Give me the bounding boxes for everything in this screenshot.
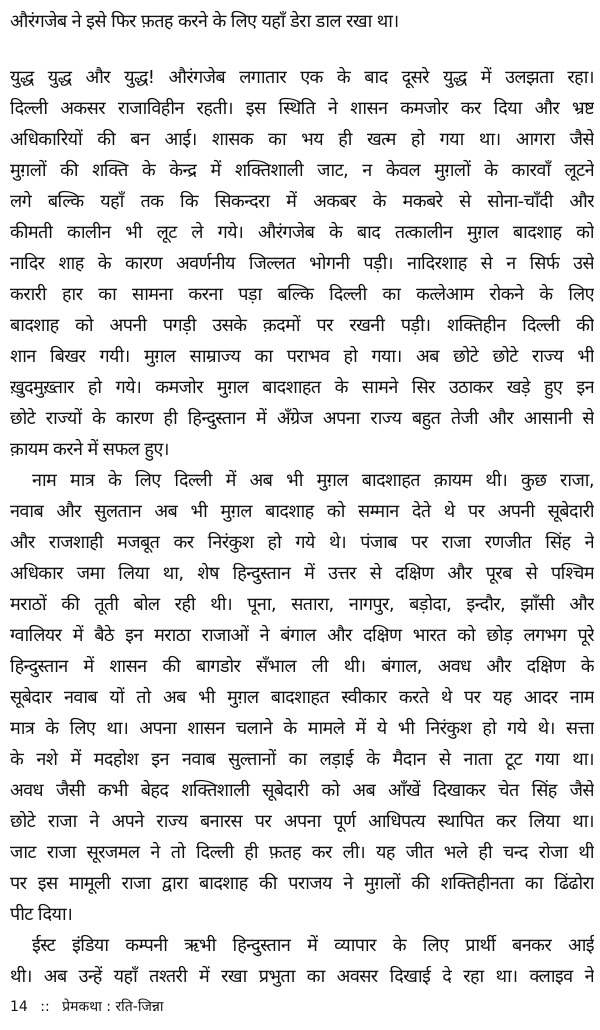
text-line: सूबेदार नवाब यों तो अब भी मुग़ल बादशाहत स्वीकार करते थे पर यह आदर नाम	[10, 687, 594, 708]
text-line: पीट दिया।	[10, 904, 73, 925]
text-line: लगे बल्कि यहाँ तक कि सिकन्दरा में अकबर के मकबरे से सोना-चाँदी और	[10, 191, 594, 212]
text-line: बादशाह को अपनी पगड़ी उसके क़दमों पर रखनी पड़ी। शक्तिहीन दिल्ली की	[10, 315, 594, 336]
text-line: के नशे में मदहोश इन नवाब सुल्तानों का लड़ाई के मैदान से नाता टूट गया था।	[10, 749, 594, 770]
footer-separator: ::	[40, 999, 50, 1015]
text-line: कीमती कालीन भी लूट ले गये। औरंगजेब के बाद तत्कालीन मुग़ल बादशाह को	[10, 222, 594, 243]
text-line: पर इस मामूली राजा द्वारा बादशाह की पराजय ने मुग़लों की शक्तिहीनता का ढिंढोरा	[10, 873, 594, 894]
text-line: करारी हार का सामना करना पड़ा बल्कि दिल्ली का कत्लेआम रोकने के लिए	[10, 284, 594, 305]
page-footer	[10, 994, 163, 1020]
text-line: ग्वालियर में बैठे इन मराठा राजाओं ने बंगाल और दक्षिण भारत को छोड़ लगभग पूरे	[10, 625, 594, 646]
text-line: क़ायम करने में सफल हुए।	[10, 439, 169, 460]
text-line: नाम मात्र के लिए दिल्ली में अब भी मुग़ल बादशाहत क़ायम थी। कुछ राजा,	[32, 470, 594, 491]
text-line: औरंगजेब ने इसे फिर फ़तह करने के लिए यहाँ डेरा डाल रखा था।	[10, 11, 399, 32]
book-title: प्रेमकथा : रति-जिन्ना	[62, 999, 164, 1015]
text-line: शान बिखर गयी। मुग़ल साम्राज्य का पराभव हो गया। अब छोटे छोटे राज्य भी	[10, 346, 594, 367]
text-line: ख़ुदमुख़्तार हो गये। कमजोर मुग़ल बादशाहत के सामने सिर उठाकर खड़े हुए इन	[10, 377, 594, 398]
text-line: मुग़लों की शक्ति के केन्द्र में शक्तिशाली जाट, न केवल मुग़लों के कारवाँ लूटने	[10, 160, 594, 181]
text-line: अवध जैसी कभी बेहद शक्तिशाली सूबेदारी को अब आँखें दिखाकर चेत सिंह जैसे	[10, 780, 594, 801]
text-line: अधिकार जमा लिया था, शेष हिन्दुस्तान में उत्तर से दक्षिण और पूरब से पश्चिम	[10, 563, 594, 584]
text-line: ईस्ट इंडिया कम्पनी ऋभी हिन्दुस्तान में व्यापार के लिए प्रार्थी बनकर आई	[32, 935, 594, 956]
text-line: मराठों की तूती बोल रही थी। पूना, सतारा, नागपुर, बड़ोदा, इन्दौर, झाँसी और	[10, 594, 594, 615]
text-line: मात्र के लिए था। अपना शासन चलाने के मामले में ये भी निरंकुश हो गये थे। सत्ता	[10, 718, 594, 739]
text-line: छोटे राजा ने अपने राज्य बनारस पर अपना पूर्ण आधिपत्य स्थापित कर लिया था।	[10, 811, 594, 832]
text-line: दिल्ली अकसर राजाविहीन रहती। इस स्थिति ने शासन कमजोर कर दिया और भ्रष्ट	[10, 98, 594, 119]
page-number: 14	[10, 999, 28, 1015]
text-line: और राजशाही मजबूत कर निरंकुश हो गये थे। पंजाब पर राजा रणजीत सिंह ने	[10, 532, 594, 553]
text-line: छोटे राज्यों के कारण ही हिन्दुस्तान में अँग्रेज अपना राज्य बहुत तेजी और आसानी से	[10, 408, 594, 429]
text-line: युद्ध युद्ध और युद्ध! औरंगजेब लगातार एक के बाद दूसरे युद्ध में उलझता रहा।	[10, 67, 594, 88]
text-line: हिन्दुस्तान में शासन की बागडोर सँभाल ली थी। बंगाल, अवध और दक्षिण के	[10, 656, 594, 677]
text-line: जाट राजा सूरजमल ने तो दिल्ली ही फ़तह कर ली। यह जीत भले ही चन्द रोजा थी	[10, 842, 594, 863]
text-line: थी। अब उन्हें यहाँ तश्तरी में रखा प्रभुता का अवसर दिखाई दे रहा था। क्लाइव ने	[10, 966, 594, 987]
text-line: अधिकारियों की बन आई। शासक का भय ही खत्म हो गया था। आगरा जैसे	[10, 129, 594, 150]
text-line: नवाब और सुलतान अब भी मुग़ल बादशाह को सम्मान देते थे पर अपनी सूबेदारी	[10, 501, 594, 522]
text-line: नादिर शाह के कारण अवर्णनीय जिल्लत भोगनी पड़ी। नादिरशाह से न सिर्फ उसे	[10, 253, 594, 274]
